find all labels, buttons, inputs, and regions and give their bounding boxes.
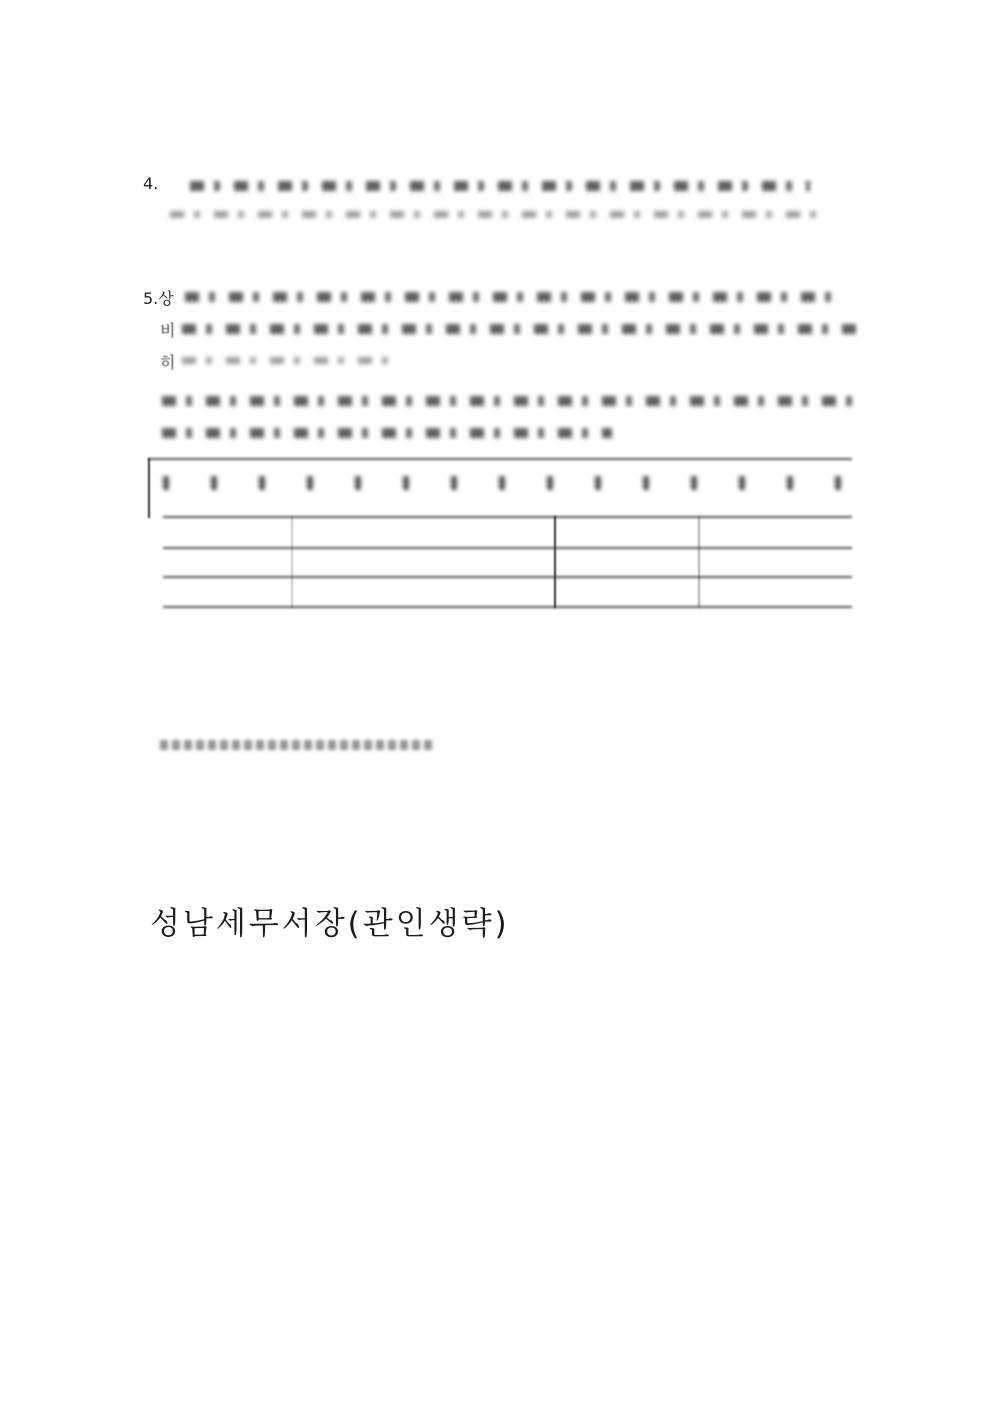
table-column-divider-1 xyxy=(554,516,556,608)
table-bottom-border xyxy=(163,606,852,608)
table-row-border-3 xyxy=(163,576,852,578)
section-4-text-line-2 xyxy=(170,211,830,218)
section-5-number: 5.상 xyxy=(143,289,174,308)
footnote-line xyxy=(160,740,432,750)
section-5-text-line-4 xyxy=(162,396,852,406)
table-row-border-1 xyxy=(163,516,852,518)
section-5-line-3-lead: 히 xyxy=(160,353,176,372)
table-column-divider-2 xyxy=(698,516,700,608)
details-table xyxy=(148,458,852,614)
section-5-text-line-1 xyxy=(185,292,835,302)
table-left-border xyxy=(148,458,150,518)
table-column-divider-0 xyxy=(291,516,293,608)
issuer-signature: 성남세무서장(관인생략) xyxy=(150,906,510,942)
section-5-line-2-lead: 비 xyxy=(160,321,176,340)
table-top-border xyxy=(148,458,852,460)
section-4-number: 4. xyxy=(143,174,159,193)
section-4-text-line-1 xyxy=(190,181,810,191)
section-5-text-line-3 xyxy=(182,357,392,364)
section-5-text-line-2 xyxy=(182,324,862,334)
table-row-border-2 xyxy=(163,547,852,549)
section-5-text-line-5 xyxy=(162,428,612,438)
table-header-row xyxy=(163,476,842,490)
